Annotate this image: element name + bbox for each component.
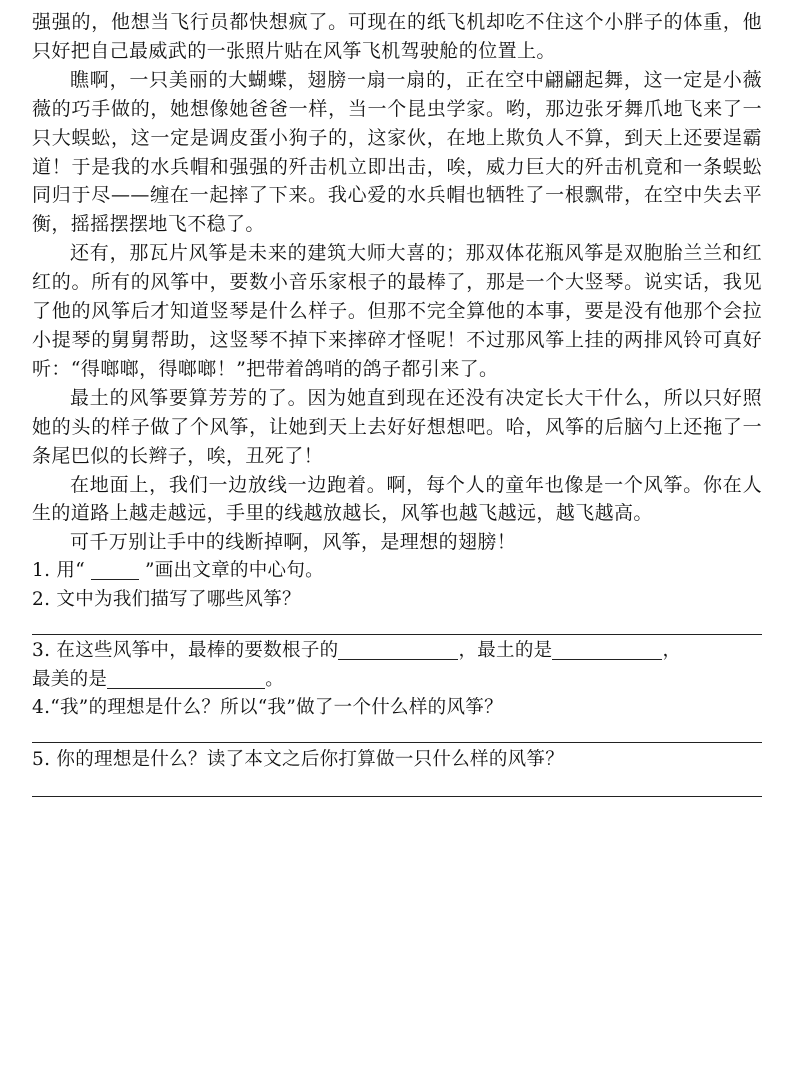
question-3-text-c: ， xyxy=(662,640,682,662)
question-1-text-end: ”画出文章的中心句。 xyxy=(145,560,324,582)
question-2: 2. 文中为我们描写了哪些风筝？ xyxy=(32,588,301,610)
reading-passage xyxy=(32,8,762,557)
question-3-text-b: ，最土的是 xyxy=(458,640,553,662)
question-3-text-d: 最美的是 xyxy=(32,668,108,690)
question-3-text-a: 3. 在这些风筝中，最棒的要数根子的 xyxy=(32,640,339,662)
question-5-answer-line[interactable] xyxy=(32,796,762,797)
question-5: 5. 你的理想是什么？读了本文之后你打算做一只什么样的风筝？ xyxy=(32,748,565,770)
passage-paragraph-4: 最土的风筝要算芳芳的了。因为她直到现在还没有决定长大干什么，所以只好照她的头的样子做了个风筝，让她到天上去好好想想吧。哈，风筝的后脑勺上还拖了一条尾巴似的长辫子，唉，丑死了！ xyxy=(32,386,762,467)
question-1-underline-sample xyxy=(91,561,139,580)
passage-paragraph-6: 可千万别让手中的线断掉啊，风筝，是理想的翅膀！ xyxy=(70,531,517,554)
question-2-answer-line[interactable] xyxy=(32,634,762,635)
passage-paragraph-2: 瞧啊，一只美丽的大蝴蝶，翅膀一扇一扇的，正在空中翩翩起舞，这一定是小薇薇的巧手做的，她想像她爸爸一样，当一个昆虫学家。哟，那边张牙舞爪地飞来了一只大蜈蚣，这一定是调皮蛋小狗子的，这家伙，在地上欺负人不算，到天上还要逞霸道！于是我的水兵帽和强强的歼击机立即出击，唉，威力巨大的歼击机竟和一条蜈蚣同归于尽——缠在一起摔了下来。我心爱的水兵帽也牺牲了一根飘带，在空中失去平衡，摇摇摆摆地飞不稳了。 xyxy=(32,68,762,236)
question-3 xyxy=(32,637,762,666)
question-1 xyxy=(32,557,762,586)
question-3-blank-best[interactable] xyxy=(338,641,458,660)
question-1-text-start: 1. 用“ xyxy=(32,560,85,582)
question-3-line-2 xyxy=(32,666,762,695)
passage-paragraph-3: 还有，那瓦片风筝是未来的建筑大师大喜的；那双体花瓶风筝是双胞胎兰兰和红红的。所有的风筝中，要数小音乐家根子的最棒了，那是一个大竖琴。说实话，我见了他的风筝后才知道竖琴是什么样子。但那不完全算他的本事，要是没有他那个会拉小提琴的舅舅帮助，这竖琴不掉下来摔碎才怪呢！不过那风筝上挂的两排风铃可真好听：“得啷啷，得啷啷！”把带着鸽哨的鸽子都引来了。 xyxy=(32,242,762,380)
passage-paragraph-5: 在地面上，我们一边放线一边跑着。啊，每个人的童年也像是一个风筝。你在人生的道路上越走越远，手里的线越放越长，风筝也越飞越远，越飞越高。 xyxy=(32,473,762,525)
question-4: 4.“我”的理想是什么？所以“我”做了一个什么样的风筝？ xyxy=(32,697,503,719)
question-3-blank-prettiest[interactable] xyxy=(107,670,265,689)
question-3-text-e: 。 xyxy=(265,668,285,690)
passage-paragraph-1: 强强的，他想当飞行员都快想疯了。可现在的纸飞机却吃不住这个小胖子的体重，他只好把自己最威武的一张照片贴在风筝飞机驾驶舱的位置上。 xyxy=(32,11,762,62)
question-section xyxy=(32,557,762,797)
question-4-answer-line[interactable] xyxy=(32,742,762,743)
question-3-blank-plainest[interactable] xyxy=(552,641,662,660)
worksheet-page xyxy=(32,8,762,797)
